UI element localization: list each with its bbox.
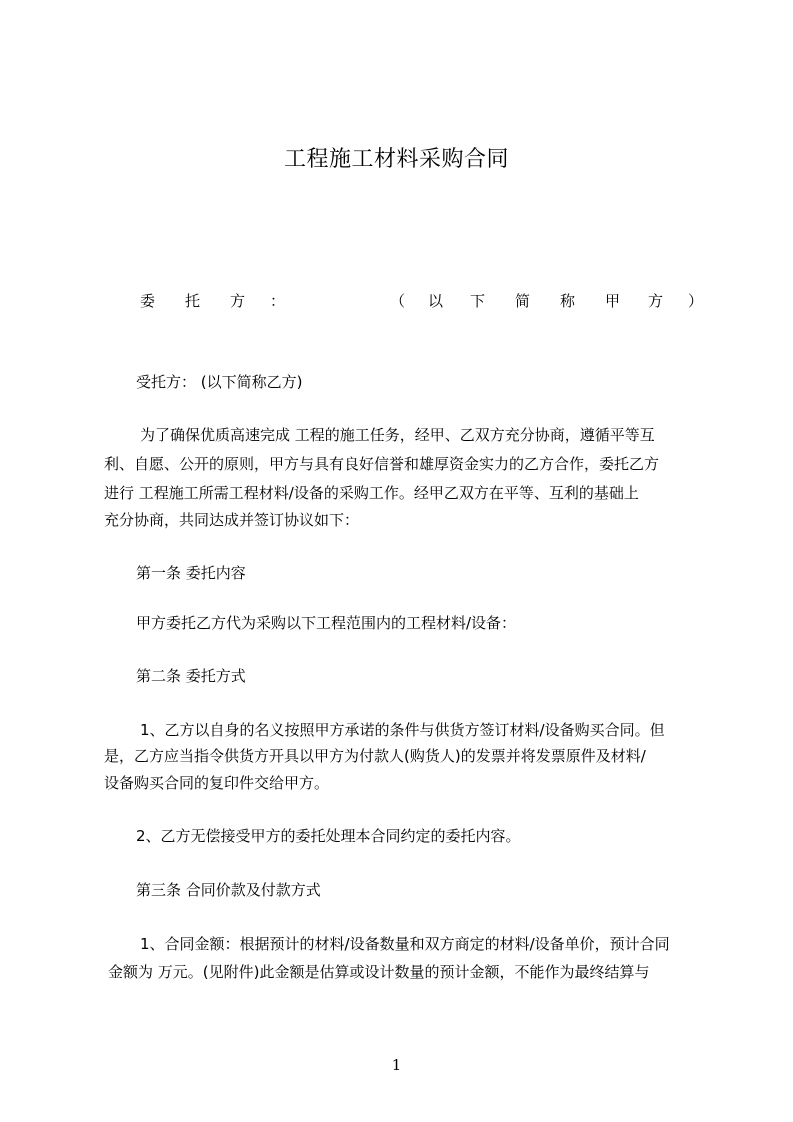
- party-a-char: 以: [428, 292, 444, 310]
- paragraph-line: 1、乙方以自身的名义按照甲方承诺的条件与供货方签订材料/设备购买合同。但: [140, 721, 665, 739]
- party-a-line: [140, 290, 704, 314]
- page-number: 1: [391, 1056, 402, 1074]
- paragraph-line: 充分协商，共同达成并签订协议如下：: [104, 511, 360, 529]
- paragraph-line: 1、合同金额：根据预计的材料/设备数量和双方商定的材料/设备单价，预计合同: [140, 935, 670, 953]
- paragraph-line: 2、乙方无偿接受甲方的委托处理本合同约定的委托内容。: [136, 827, 521, 845]
- paragraph-line: 甲方委托乙方代为采购以下工程范围内的工程材料/设备：: [136, 614, 517, 632]
- section-heading: 第二条 委托方式: [136, 667, 246, 685]
- party-b-line: 受托方： (以下简称乙方): [136, 373, 303, 391]
- party-a-char: 方: [230, 292, 246, 310]
- party-a-char: （: [390, 292, 406, 310]
- paragraph-line: 为了确保优质高速完成 工程的施工任务，经甲、乙双方充分协商，遵循平等互: [140, 426, 655, 444]
- party-a-char: 下: [470, 292, 486, 310]
- party-a-char: ：: [270, 292, 286, 310]
- document-title: 工程施工材料采购合同: [283, 147, 509, 172]
- party-a-char: 称: [560, 292, 576, 310]
- party-a-char: 简: [515, 292, 531, 310]
- section-heading: 第一条 委托内容: [136, 564, 246, 582]
- party-a-char: 方: [648, 292, 664, 310]
- paragraph-line: 利、自愿、公开的原则，甲方与具有良好信誉和雄厚资金实力的乙方合作，委托乙方: [104, 455, 660, 473]
- paragraph-line: 是，乙方应当指令供货方开具以甲方为付款人(购货人)的发票并将发票原件及材料/: [104, 747, 646, 765]
- party-a-char: ）: [688, 292, 704, 310]
- party-a-char: 委: [140, 292, 156, 310]
- section-heading: 第三条 合同价款及付款方式: [136, 881, 321, 899]
- paragraph-line: 设备购买合同的复印件交给甲方。: [104, 774, 330, 792]
- party-a-char: 甲: [605, 292, 621, 310]
- party-a-char: 托: [185, 292, 201, 310]
- paragraph-line: 进行 工程施工所需工程材料/设备的采购工作。经甲乙双方在平等、互利的基础上: [104, 484, 639, 502]
- paragraph-line: 金额为 万元。(见附件)此金额是估算或设计数量的预计金额，不能作为最终结算与: [108, 963, 650, 981]
